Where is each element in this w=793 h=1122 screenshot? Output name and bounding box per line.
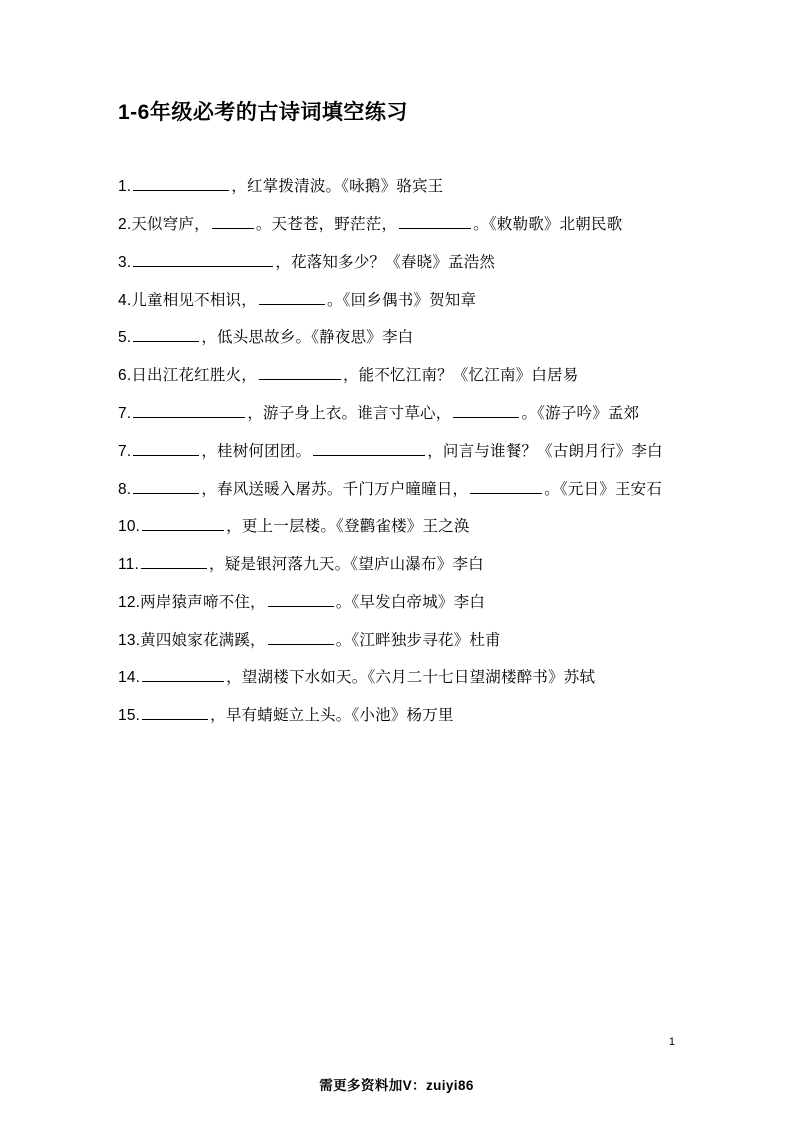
- item-number: 1.: [118, 178, 132, 196]
- answer-blank[interactable]: [133, 477, 199, 494]
- item-number: 10.: [118, 518, 141, 536]
- footer-note: 需更多资料加V：zuiyi86: [319, 1078, 474, 1093]
- item-text: ，花落知多少？《春晓》孟浩然: [275, 253, 496, 271]
- item-text: 天似穹庐，: [131, 216, 210, 234]
- answer-blank[interactable]: [133, 326, 199, 343]
- answer-blank[interactable]: [313, 439, 425, 456]
- answer-blank[interactable]: [470, 477, 542, 494]
- page-number: 1: [668, 1036, 675, 1048]
- item-text: 。《回乡偶书》贺知章: [326, 291, 477, 309]
- page-title: 1-6年级必考的古诗词填空练习: [118, 101, 408, 124]
- exercise-item: [118, 360, 675, 392]
- item-text: 。《游子吟》孟郊: [521, 404, 640, 422]
- item-text: 。《江畔独步寻花》杜甫: [335, 631, 501, 649]
- item-text: ，疑是银河落九天。《望庐山瀑布》李白: [209, 556, 484, 574]
- item-text: ，能不忆江南？《忆江南》白居易: [342, 367, 579, 385]
- answer-blank[interactable]: [133, 250, 273, 267]
- item-text: ，游子身上衣。谁言寸草心，: [247, 404, 452, 422]
- answer-blank[interactable]: [453, 401, 519, 418]
- item-text: ，早有蜻蜓立上头。《小池》杨万里: [210, 707, 454, 725]
- item-text: 。《元日》王安石: [544, 480, 663, 498]
- answer-blank[interactable]: [268, 590, 334, 607]
- answer-blank[interactable]: [268, 628, 334, 645]
- exercise-item: [118, 474, 675, 506]
- exercise-item: [118, 247, 675, 279]
- exercise-item: [118, 662, 675, 694]
- item-text: 黄四娘家花满蹊，: [140, 631, 266, 649]
- item-number: 3.: [118, 253, 132, 271]
- answer-blank[interactable]: [259, 364, 341, 381]
- exercise-item: [118, 171, 675, 203]
- exercise-item: [118, 587, 675, 619]
- answer-blank[interactable]: [141, 553, 207, 570]
- exercise-item: [118, 436, 675, 468]
- item-text: ，望湖楼下水如天。《六月二十七日望湖楼醉书》苏轼: [226, 669, 596, 687]
- exercise-item: [118, 322, 675, 354]
- item-text: ，更上一层楼。《登鹳雀楼》王之涣: [226, 518, 470, 536]
- answer-blank[interactable]: [133, 401, 245, 418]
- item-text: 。天苍苍，野茫茫，: [255, 216, 398, 234]
- exercise-item: [118, 285, 675, 317]
- answer-blank[interactable]: [212, 213, 254, 230]
- item-text: 日出江花红胜火，: [131, 367, 257, 385]
- answer-blank[interactable]: [133, 175, 229, 192]
- item-number: 15.: [118, 707, 141, 725]
- exercise-item: [118, 625, 675, 657]
- item-number: 8.: [118, 480, 132, 498]
- item-text: ，低头思故乡。《静夜思》李白: [201, 329, 414, 347]
- item-number: 7.: [118, 442, 132, 460]
- answer-blank[interactable]: [399, 213, 471, 230]
- item-text: ，春风送暖入屠苏。千门万户曈曈日，: [201, 480, 469, 498]
- item-number: 13.: [118, 631, 141, 649]
- item-text: ，问言与谁餐？《古朗月行》李白: [427, 442, 663, 460]
- exercise-item: [118, 700, 675, 732]
- item-text: 儿童相见不相识，: [131, 291, 257, 309]
- answer-blank[interactable]: [142, 515, 224, 532]
- item-number: 7.: [118, 404, 132, 422]
- item-number: 11.: [118, 556, 139, 574]
- answer-blank[interactable]: [142, 704, 208, 721]
- item-text: 。《早发白帝城》李白: [335, 593, 486, 611]
- answer-blank[interactable]: [133, 439, 199, 456]
- exercise-item: [118, 511, 675, 543]
- item-text: 两岸猿声啼不住，: [140, 593, 266, 611]
- exercise-item: [118, 398, 675, 430]
- item-text: ，桂树何团团。: [201, 442, 312, 460]
- exercise-item: [118, 549, 675, 581]
- item-number: 12.: [118, 593, 141, 611]
- answer-blank[interactable]: [142, 666, 224, 683]
- exercise-item: [118, 209, 675, 241]
- item-number: 4.: [118, 291, 132, 309]
- item-text: ，红掌拨清波。《咏鹅》骆宾王: [231, 178, 444, 196]
- exercise-list: [118, 171, 675, 731]
- item-number: 14.: [118, 669, 141, 687]
- item-text: 。《敕勒歌》北朝民歌: [473, 216, 623, 234]
- item-number: 5.: [118, 329, 132, 347]
- item-number: 2.: [118, 216, 132, 234]
- item-number: 6.: [118, 367, 132, 385]
- answer-blank[interactable]: [259, 288, 325, 305]
